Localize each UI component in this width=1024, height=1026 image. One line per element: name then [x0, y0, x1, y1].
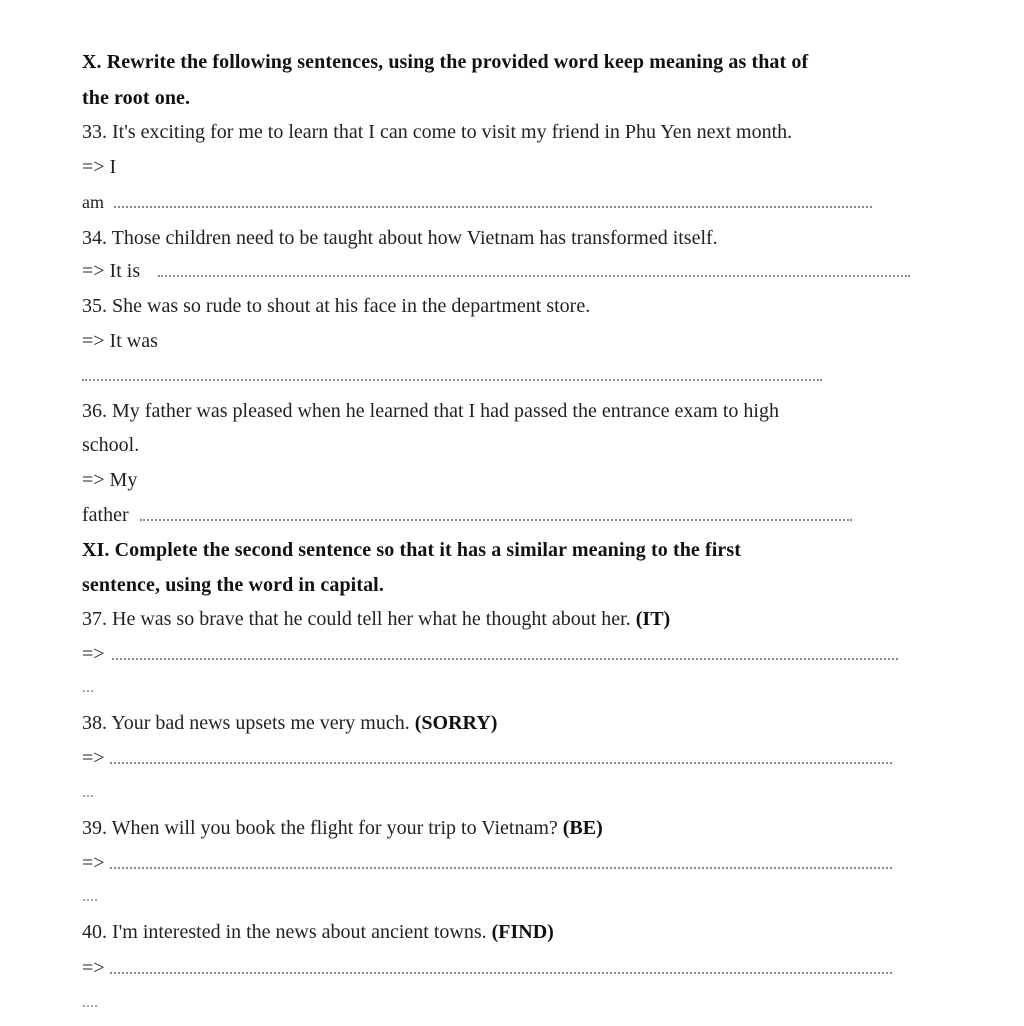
- question-36-prompt-continued: school.: [82, 434, 140, 456]
- section-xi-heading-continued: sentence, using the word in capital.: [82, 574, 384, 596]
- question-39-answer-prefix: =>: [82, 852, 105, 874]
- question-39-prompt: [82, 816, 603, 840]
- question-36-answer-continued: father: [82, 504, 129, 526]
- question-40-prompt: [82, 920, 554, 944]
- question-37-keyword: (IT): [635, 608, 671, 630]
- question-33-answer-prefix: => I: [82, 156, 117, 178]
- question-40-answer-continuation: ....: [82, 994, 98, 1011]
- question-40-text: 40. I'm interested in the news about ancient towns.: [82, 921, 487, 943]
- question-39-keyword: (BE): [562, 817, 603, 839]
- question-35-prompt: 35. She was so rude to shout at his face in the department store.: [82, 295, 591, 317]
- question-34-answer-blank[interactable]: [158, 275, 910, 277]
- question-38-keyword: (SORRY): [414, 712, 498, 734]
- question-37-answer-blank[interactable]: [112, 658, 898, 660]
- question-38-answer-prefix: =>: [82, 747, 105, 769]
- question-38-answer-blank[interactable]: [110, 762, 892, 764]
- question-37-answer-continuation: ...: [82, 679, 94, 696]
- question-34-answer-prefix: => It is: [82, 260, 141, 282]
- question-33-prompt: 33. It's exciting for me to learn that I can come to visit my friend in Phu Yen next month.: [82, 121, 793, 143]
- section-x-heading-continued: the root one.: [82, 87, 191, 109]
- question-36-answer-blank[interactable]: [140, 519, 852, 521]
- question-36-prompt: 36. My father was pleased when he learned that I had passed the entrance exam to high: [82, 400, 779, 422]
- question-38-answer-continuation: ...: [82, 784, 94, 801]
- question-37-prompt: [82, 607, 670, 631]
- question-33-answer-continued: am: [82, 192, 104, 212]
- question-34-prompt: 34. Those children need to be taught about how Vietnam has transformed itself.: [82, 227, 718, 249]
- question-36-answer-prefix: => My: [82, 469, 138, 491]
- question-35-answer-blank[interactable]: [82, 379, 822, 381]
- question-40-answer-blank[interactable]: [110, 972, 892, 974]
- question-35-answer-prefix: => It was: [82, 330, 158, 352]
- question-37-answer-prefix: =>: [82, 643, 105, 665]
- section-x-heading: X. Rewrite the following sentences, using the provided word keep meaning as that of: [82, 51, 809, 73]
- question-40-answer-prefix: =>: [82, 957, 105, 979]
- question-37-text: 37. He was so brave that he could tell her what he thought about her.: [82, 608, 631, 630]
- question-40-keyword: (FIND): [491, 921, 554, 943]
- question-39-answer-blank[interactable]: [110, 867, 892, 869]
- question-39-text: 39. When will you book the flight for your trip to Vietnam?: [82, 817, 558, 839]
- section-xi-heading: XI. Complete the second sentence so that it has a similar meaning to the first: [82, 539, 742, 561]
- question-39-answer-continuation: ....: [82, 888, 98, 905]
- question-38-prompt: [82, 711, 497, 735]
- question-33-answer-blank[interactable]: [114, 206, 872, 208]
- question-38-text: 38. Your bad news upsets me very much.: [82, 712, 410, 734]
